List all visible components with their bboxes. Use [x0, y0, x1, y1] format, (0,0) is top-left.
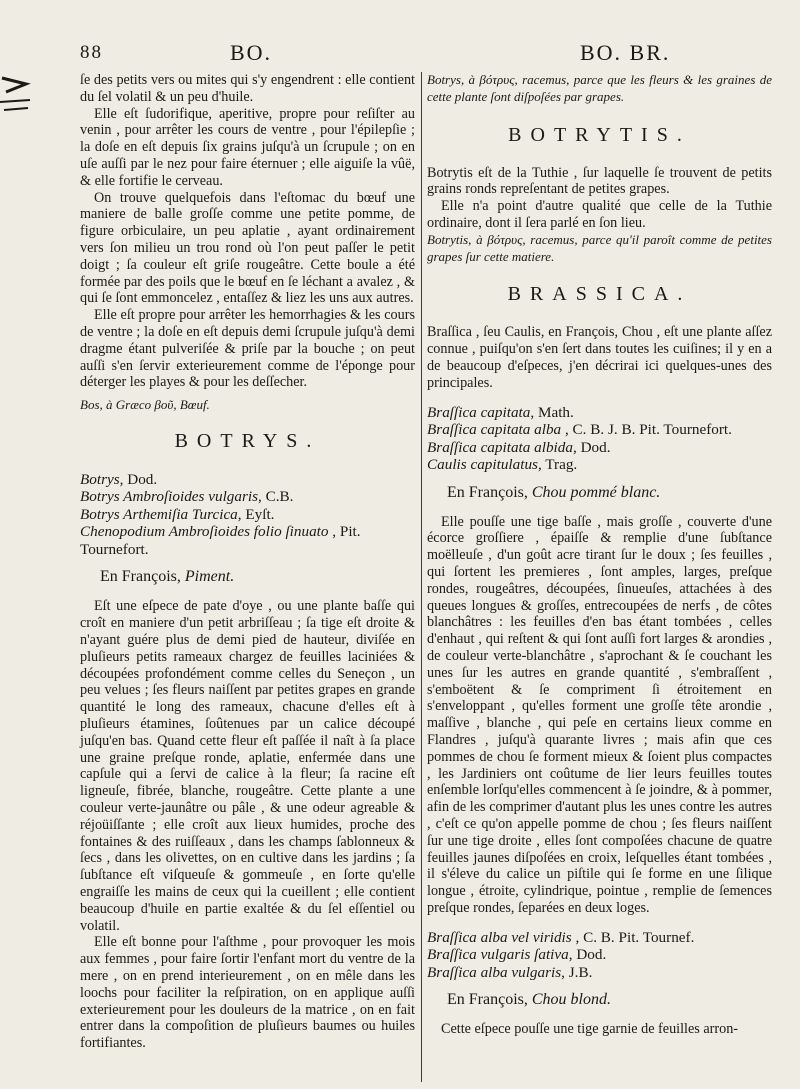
page-number: 88	[80, 42, 103, 63]
synonym-item	[427, 456, 772, 474]
brassica-synonym-list	[427, 404, 772, 474]
synonym-name: Braſſica alba vel viridis	[427, 928, 572, 946]
text-paragraph: On trouve quelquefois dans l'eſtomac du bœuf une maniere de balle groſſe comme une petite pomme, de figure orbiculaire, un peu aplatie , ayant ordinairement vers ſon milieu un trou rond où l'on peut paſſer le petit doigt ; ſa couleur eſt griſe rougeâtre. Cette boule a été formée par des poils que le bœuf en ſe léchant a avalez , & qui ſe ſont emmoncelez , entaſſez & liez les uns aux autres.	[80, 189, 415, 307]
running-header	[80, 38, 774, 72]
synonym-name: Braſſica capitata	[427, 403, 531, 421]
two-column-body	[80, 72, 774, 1052]
synonym-name: Braſſica capitata alba	[427, 421, 562, 439]
synonym-authority: , C. B. J. B. Pit. Tournefort.	[561, 421, 732, 439]
entry-heading-brassica: BRASSICA.	[507, 283, 692, 306]
synonym-name: Caulis capitulatus	[427, 456, 538, 474]
synonym-authority: , Eyſt.	[237, 505, 275, 523]
synonym-authority: , C.B.	[258, 488, 294, 506]
text-paragraph: Botrytis eſt de la Tuthie , ſur laquelle ſe trouvent de petits grains ronds repreſentant de petites grapes.	[427, 164, 772, 198]
french-name: Chou blond.	[531, 991, 611, 1009]
synonym-item	[427, 946, 772, 964]
text-paragraph: Eſt une eſpece de pate d'oye , ou une plante baſſe qui croît en maniere d'un petit arbriſſeau ; ſa tige eſt droite & n'ayant guére plus de demi pied de hauteur, diviſée en pluſieurs petits rameaux chargez de feuilles laciniées & découpées profondément comme celles du Seneçon , un peu velues ; ſes fleurs naiſſent par petites grapes en grande quantité le long des rameaux, chacune d'elles eſt à pluſieurs étamines, ſoûtenues par un calice découpé juſqu'en bas. Quand cette fleur eſt paſſée il naît à ſa place une graine preſque ronde, aplatie, enfermée dans une capſule qui a ſervi de calice à la fleur; ſa racine eſt ligneuſe, fibrée, blanche, rougeâtre. Cette plante a une couleur verte-jaunâtre ou pâle , & une odeur agreable & réjoüiſſante ; elle croît aux lieux humides, proche des fontaines & des ruiſſeaux , dans les champs ſablonneux & ſecs , dans les olivettes, on en cultive dans les jardins ; ſa ſubſtance eſt viſqueuſe & gommeuſe , en ſorte qu'elle engraiſſe les mains de ceux qui la cueillent ; elle contient beaucoup d'huile en partie exaltée & du ſel eſſentiel ou volatil.	[80, 598, 415, 934]
french-name-line	[100, 568, 415, 586]
synonym-name: Botrys Ambroſioides vulgaris	[80, 488, 259, 506]
text-paragraph: Elle eſt ſudorifique, aperitive, propre pour reſiſter au venin , pour arrêter les cours de ventre , pour l'épilepſie ; la doſe en eſt depuis ſix grains juſqu'à un ſcrupule ; on en uſe auſſi par le nez pour faire éternuer ; elle aiguiſe la vûë, & elle fortifie le cerveau.	[80, 105, 415, 189]
french-name: Chou pommé blanc.	[531, 483, 661, 501]
synonym-authority: , Dod.	[572, 438, 611, 456]
synonym-item	[427, 964, 772, 982]
margin-bleed-through-mark	[0, 70, 36, 130]
synonym-authority: , Trag.	[537, 456, 578, 474]
text-paragraph: Braſſica , ſeu Caulis, en François, Chou , eſt une plante aſſez connue , puiſqu'on s'en ſert dans toutes les cuiſines; il y en a de beaucoup d'eſpeces, j'en décrirai ici quelques-unes des principales.	[427, 324, 772, 391]
french-label: En François,	[100, 568, 185, 586]
synonym-item	[427, 439, 772, 457]
botrys-etymology: Botrys, à βότρυς, racemus, parce que les fleurs & les graines de cette plante ſont diſpoſées par grapes.	[427, 72, 772, 104]
french-label: En François,	[447, 483, 532, 501]
synonym-authority: , C. B. Pit. Tournef.	[571, 928, 695, 946]
text-paragraph: Cette eſpece pouſſe une tige garnie de feuilles arron-	[441, 1021, 739, 1038]
synonym-authority: , Pit. Tournefort.	[80, 523, 361, 558]
text-paragraph: Elle eſt propre pour arrêter les hemorrhagies & les cours de ventre ; la doſe en eſt depuis demi ſcrupule juſqu'à demi dragme étant pulveriſée & priſe par la bouche ; on peut auſſi s'en ſervir exterieurement comme de l'éponge pour déterger les playes & pour les deſſecher.	[80, 307, 415, 391]
text-paragraph: Elle eſt bonne pour l'aſthme , pour provoquer les mois aux femmes , pour faire ſortir l'enfant mort du ventre de la mere , on en prend interieurement , on en mêle dans les loochs pour faciliter la reſpiration, on en applique auſſi exterieurement pour les douleurs de la matrice , on en fait entrer dans la compoſition de pluſieurs baumes ou huiles fortifiantes.	[80, 934, 415, 1052]
synonym-name: Braſſica vulgaris ſativa	[427, 946, 569, 964]
synonym-authority: , Math.	[530, 403, 574, 421]
synonym-name: Botrys Arthemiſia Turcica	[80, 505, 238, 523]
synonym-item	[80, 488, 415, 506]
text-paragraph: Elle pouſſe une tige baſſe , mais groſſe , couverte d'une écorce groſſiere , épaiſſe & remplie d'une ſubſtance moëlleuſe , d'un goût acre tirant ſur le doux ; ſes feuilles , qui ſortent les premieres , ſont amples, larges, preſque rondes, rougeâtres, découpées, ſinueuſes, attachées à des queues longues & groſſes, entrecoupées de nerfs , de côtes blanchâtres : les feuilles d'en bas étant tombées , celles d'enhaut , qui reſtent & qui ſont auſſi fort larges & arondies , de couleur verte-blanchâtre , s'aprochant & ſe couchant les unes ſur les autres en grande quantité , s'embraſſent , s'emboëtent & ſe compriment ſi étroitement en s'enveloppant , qu'elles forment une groſſe tête arondie , maſſive , blanche , qui peſe en certains lieux comme en Flandres , juſqu'à quarante livres ; mais afin que ces pommes de chou ſe forment mieux & ſoient plus compactes , les Jardiniers ont coûtume de lier leurs feuilles toutes enſemble lorſqu'elles commencent à ſe joindre, & à pommer, afin de les comprimer d'autant plus les unes contre les autres , c'eſt ce qu'on appelle pomme de chou ; ſes fleurs naiſſent ſur une tige droite , elles ſont compoſées chacune de quatre feuilles jaunes diſpoſées en croix, leſquelles étant tombées , il s'éleve du calice un piſtile qui ſe forme en une ſilique longue , étroite, cylindrique, pointue , remplie de ſemences preſque rondes, ſeparées en deux loges.	[427, 513, 772, 916]
synonym-item	[80, 523, 415, 558]
botrytis-etymology: Botrytis, à βότρυς, racemus, parce qu'il paroît comme de petites grapes ſur cette matiere.	[427, 231, 772, 264]
synonym-name: Chenopodium Ambroſioides folio ſinuato	[80, 523, 329, 541]
synonym-authority: , Dod.	[119, 470, 158, 488]
synonym-item	[427, 421, 772, 439]
synonym-name: Botrys	[80, 470, 120, 488]
synonym-item	[427, 929, 772, 947]
synonym-name: Braſſica capitata albida	[427, 438, 573, 456]
entry-heading-botrytis: BOTRYTIS.	[508, 123, 691, 146]
botrys-synonym-list	[80, 471, 415, 559]
right-column	[427, 72, 772, 1052]
french-name-line	[447, 484, 772, 502]
running-head-right: BO. BR.	[580, 40, 671, 65]
synonym-name: Braſſica alba vulgaris	[427, 963, 562, 981]
synonym-item	[80, 471, 415, 489]
column-divider	[421, 72, 422, 1082]
synonym-authority: , J.B.	[561, 963, 593, 981]
bos-etymology: Bos, à Græco βοῦ, Bœuf.	[80, 397, 210, 413]
french-name-line	[447, 991, 772, 1009]
synonym-item	[427, 404, 772, 422]
french-name: Piment.	[184, 568, 235, 586]
left-column	[80, 72, 415, 1052]
running-head-left: BO.	[230, 40, 273, 65]
synonym-authority: , Dod.	[568, 946, 607, 964]
entry-heading-botrys: BOTRYS.	[174, 429, 321, 452]
synonym-item	[80, 506, 415, 524]
text-paragraph: ſe des petits vers ou mites qui s'y engendrent : elle contient du ſel volatil & un peu d'huile.	[80, 72, 415, 105]
text-paragraph: Elle n'a point d'autre qualité que celle de la Tuthie ordinaire, dont il ſera parlé en ſon lieu.	[427, 198, 772, 231]
french-label: En François,	[447, 991, 532, 1009]
brassica-synonym-list-2	[427, 929, 772, 982]
